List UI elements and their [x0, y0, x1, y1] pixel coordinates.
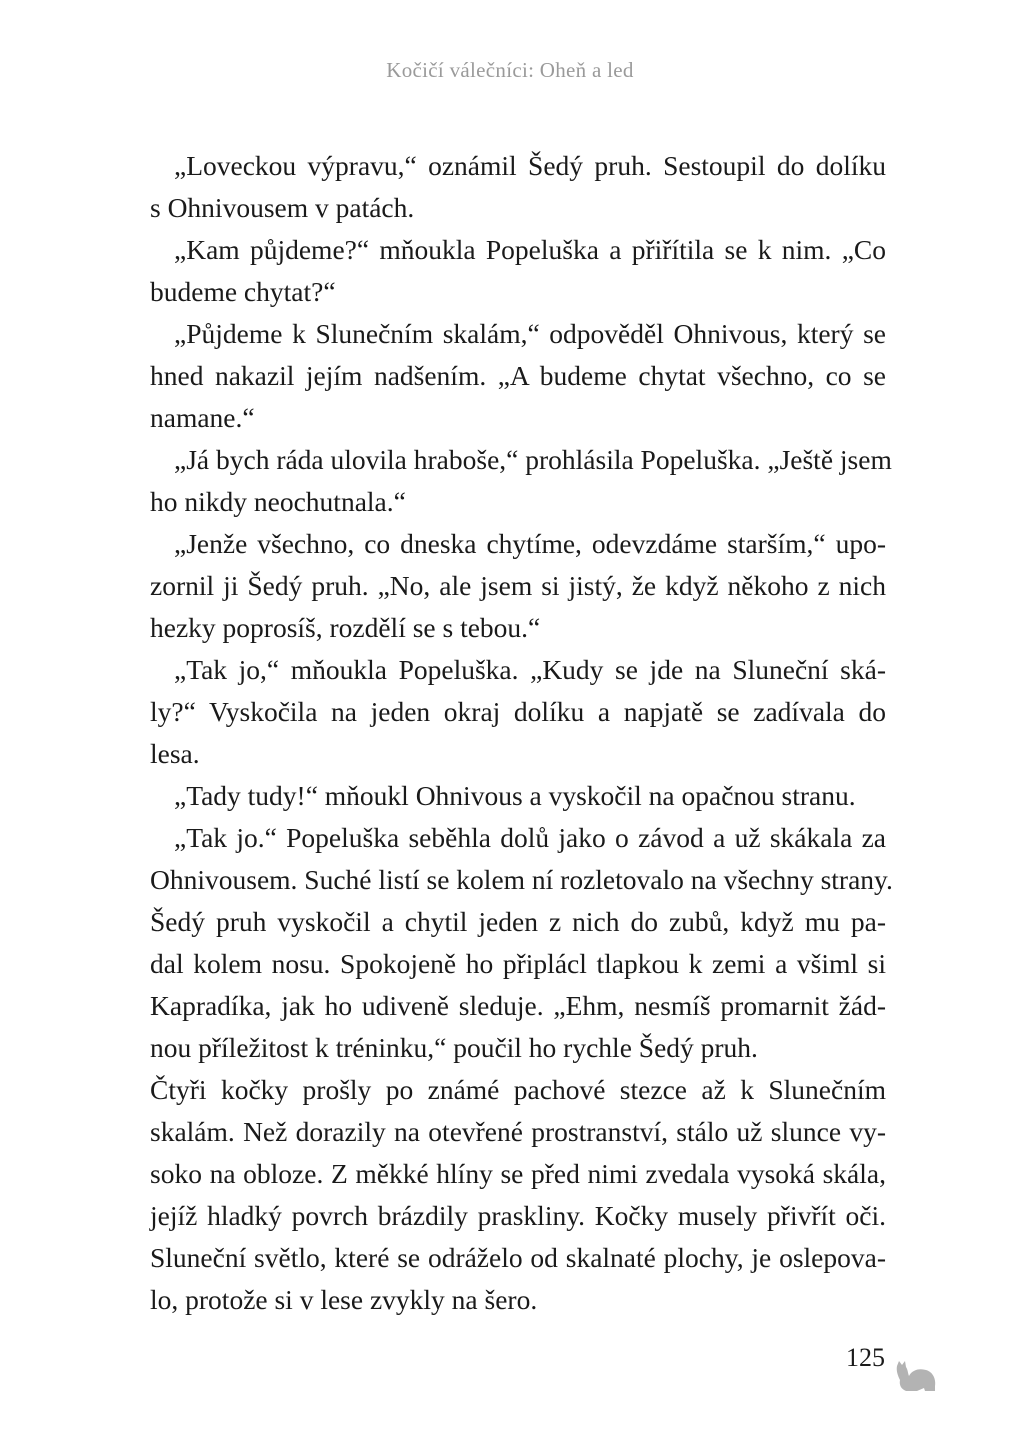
text-line: „Tak jo,“ mňoukla Popeluška. „Kudy se jde na Sluneční ská-: [174, 654, 886, 685]
text-line: „Loveckou výpravu,“ oznámil Šedý pruh. Sestoupil do dolíku: [174, 150, 886, 181]
text-line: „Já bych ráda ulovila hraboše,“ prohlásila Popeluška. „Ještě jsem: [174, 444, 892, 475]
page-number: 125: [846, 1343, 885, 1372]
cat-silhouette-icon: [895, 1360, 937, 1392]
paragraph: [150, 313, 886, 439]
text-line: dal kolem nosu. Spokojeně ho připlácl tlapkou k zemi a všiml si: [150, 948, 886, 979]
text-line: lesa.: [150, 738, 200, 769]
text-line: Sluneční světlo, které se odráželo od skalnaté plochy, je oslepova-: [150, 1242, 886, 1273]
paragraph: [150, 145, 886, 229]
text-line: „Tak jo.“ Popeluška seběhla dolů jako o závod a už skákala za: [174, 822, 886, 853]
body-text: [150, 145, 893, 1321]
running-head: Kočičí válečníci: Oheň a led: [386, 58, 634, 82]
text-line: lo, protože si v lese zvykly na šero.: [150, 1284, 538, 1315]
text-line: Kapradíka, jak ho udiveně sleduje. „Ehm, nesmíš promarnit žád-: [150, 990, 886, 1021]
paragraph: [150, 1069, 886, 1321]
text-line: s Ohnivousem v patách.: [150, 192, 415, 223]
text-line: „Tady tudy!“ mňoukl Ohnivous a vyskočil na opačnou stranu.: [174, 780, 856, 811]
paragraph: [150, 817, 893, 901]
text-line: skalám. Než dorazily na otevřené prostranství, stálo už slunce vy-: [150, 1116, 886, 1147]
text-line: namane.“: [150, 402, 255, 433]
text-line: Čtyři kočky prošly po známé pachové stezce až k Slunečním: [150, 1074, 886, 1105]
text-line: hned nakazil jejím nadšením. „A budeme chytat všechno, co se: [150, 360, 886, 391]
text-line: soko na obloze. Z měkké hlíny se před nimi zvedala vysoká skála,: [150, 1158, 886, 1189]
paragraph: [150, 901, 886, 1069]
text-line: ly?“ Vyskočila na jeden okraj dolíku a napjatě se zadívala do: [150, 696, 886, 727]
text-line: „Jenže všechno, co dneska chytíme, odevzdáme starším,“ upo-: [174, 528, 886, 559]
text-line: zornil ji Šedý pruh. „No, ale jsem si jistý, že když někoho z nich: [150, 570, 886, 601]
paragraph: [150, 229, 886, 313]
paragraph: [150, 523, 886, 649]
text-line: „Kam půjdeme?“ mňoukla Popeluška a přiřítila se k nim. „Co: [174, 234, 886, 265]
paragraph: [150, 775, 886, 817]
text-line: Šedý pruh vyskočil a chytil jeden z nich do zubů, když mu pa-: [150, 906, 886, 937]
paragraph: [150, 649, 886, 775]
text-line: ho nikdy neochutnala.“: [150, 486, 406, 517]
text-line: nou příležitost k tréninku,“ poučil ho rychle Šedý pruh.: [150, 1032, 758, 1063]
paragraph: [150, 439, 892, 523]
text-line: Ohnivousem. Suché listí se kolem ní rozletovalo na všechny strany.: [150, 864, 893, 895]
text-line: jejíž hladký povrch brázdily praskliny. Kočky musely přivřít oči.: [150, 1200, 886, 1231]
text-line: budeme chytat?“: [150, 276, 336, 307]
text-line: hezky poprosíš, rozdělí se s tebou.“: [150, 612, 541, 643]
text-line: „Půjdeme k Slunečním skalám,“ odpověděl Ohnivous, který se: [174, 318, 886, 349]
